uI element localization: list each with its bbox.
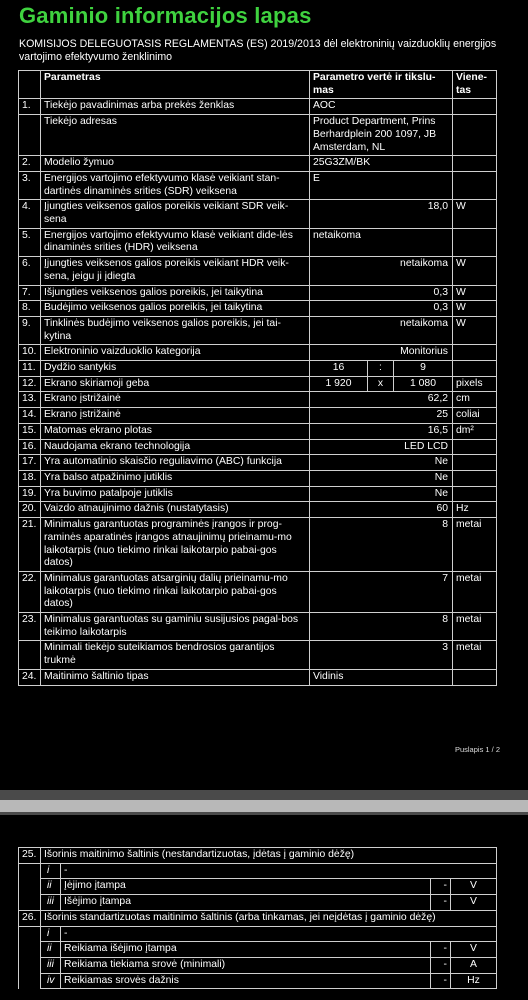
table-row: 8. Budėjimo veiksenos galios poreikis, jei taikytina 0,3 W [19, 301, 497, 317]
table-row: 15. Matomas ekrano plotas 16,5 dm² [19, 423, 497, 439]
table-row: 18. Yra balso atpažinimo jutiklis Ne [19, 470, 497, 486]
table-row: 23. Minimalus garantuotas su gaminiu susijusios pagal-bos teikimo laikotarpis 8 metai [19, 613, 497, 641]
table-row: i - [19, 863, 497, 879]
table-row: ii Reikiama išėjimo įtampa - V [19, 942, 497, 958]
table-row: Tiekėjo adresas Product Department, Prins Berhardplein 200 1097, JB Amsterdam, NL [19, 115, 497, 156]
table-row: 1. Tiekėjo pavadinimas arba prekės ženklas AOC [19, 99, 497, 115]
unit-header: Viene-tas [453, 71, 497, 99]
num-header [19, 71, 41, 99]
power-supply-table [18, 847, 497, 989]
table-row: 7. Išjungties veiksenos galios poreikis, jei taikytina 0,3 W [19, 285, 497, 301]
page-number: Puslapis 1 / 2 [454, 745, 500, 754]
table-row: 3. Energijos vartojimo efektyvumo klasė veikiant stan-dartinės dinaminės srities (SDR) veiksena E [19, 171, 497, 199]
table-row: 10. Elektroninio vaizduoklio kategorija Monitorius [19, 345, 497, 361]
table-row: 16. Naudojama ekrano technologija LED LCD [19, 439, 497, 455]
table-row: Minimali tiekėjo suteikiamos bendrosios garantijos trukmė 3 metai [19, 641, 497, 669]
table-row: 25. Išorinis maitinimo šaltinis (nestandartizuotas, įdėtas į gaminio dėžę) [19, 848, 497, 864]
table-row: ii Įėjimo įtampa - V [19, 879, 497, 895]
table-row: 14. Ekrano įstrižainė 25 coliai [19, 408, 497, 424]
spec-table [18, 70, 497, 686]
table-header-row [19, 71, 497, 99]
table-row: 13. Ekrano įstrižainė 62,2 cm [19, 392, 497, 408]
table-row: 22. Minimalus garantuotas atsarginių dalių prieinamu-mo laikotarpis (nuo tiekimo rinkai laikotarpio pabai-gos datos) 7 metai [19, 571, 497, 612]
table-row: 11. Dydžio santykis 16 : 9 [19, 361, 497, 377]
table-row: 9. Tinklinės budėjimo veiksenos galios poreikis, jei tai-kytina netaikoma W [19, 316, 497, 344]
page-title: Gaminio informacijos lapas [19, 3, 312, 28]
table-row: iii Reikiama tiekiama srovė (minimali) - A [19, 957, 497, 973]
table-row: 17. Yra automatinio skaisčio reguliavimo (ABC) funkcija Ne [19, 455, 497, 471]
table-row: 21. Minimalus garantuotas programinės įrangos ir prog-raminės aparatinės įrangos atnaujinimų prieinamu-mo laikotarpis (nuo tiekimo rinkai laikotarpio pabai-gos datos) 8 metai [19, 518, 497, 572]
table-row: iii Išėjimo įtampa - V [19, 895, 497, 911]
table-row: 26. Išorinis standartizuotas maitinimo šaltinis (arba tinkamas, jei neįdėtas į gaminio dėžę) [19, 910, 497, 926]
param-header: Parametras [41, 71, 310, 99]
table-row: 20. Vaizdo atnaujinimo dažnis (nustatytasis) 60 Hz [19, 502, 497, 518]
value-header: Parametro vertė ir tikslu-mas [310, 71, 453, 99]
document-page-2 [0, 815, 528, 1000]
table-row: 6. Įjungties veiksenos galios poreikis veikiant HDR veik-sena, jeigu ji įdiegta netaikoma W [19, 257, 497, 285]
table-row: i - [19, 926, 497, 942]
table-row: 19. Yra buvimo patalpoje jutiklis Ne [19, 486, 497, 502]
table-row: 2. Modelio žymuo 25G3ZM/BK [19, 156, 497, 172]
regulation-subtitle: KOMISIJOS DELEGUOTASIS REGLAMENTAS (ES) 2019/2013 dėl elektroninių vaizduoklių energijos vartojimo efektyvumo ženklinimo [19, 38, 497, 63]
table-row: 4. Įjungties veiksenos galios poreikis veikiant SDR veik-sena 18,0 W [19, 200, 497, 228]
table-row: 5. Energijos vartojimo efektyvumo klasė veikiant dide-lės dinaminės srities (HDR) veiksena netaikoma [19, 228, 497, 256]
table-row: iv Reikiamas srovės dažnis - Hz [19, 973, 497, 989]
table-row: 24. Maitinimo šaltinio tipas Vidinis [19, 669, 497, 685]
table-row: 12. Ekrano skiriamoji geba 1 920 x 1 080 pixels [19, 376, 497, 392]
page-separator-band [0, 800, 528, 812]
